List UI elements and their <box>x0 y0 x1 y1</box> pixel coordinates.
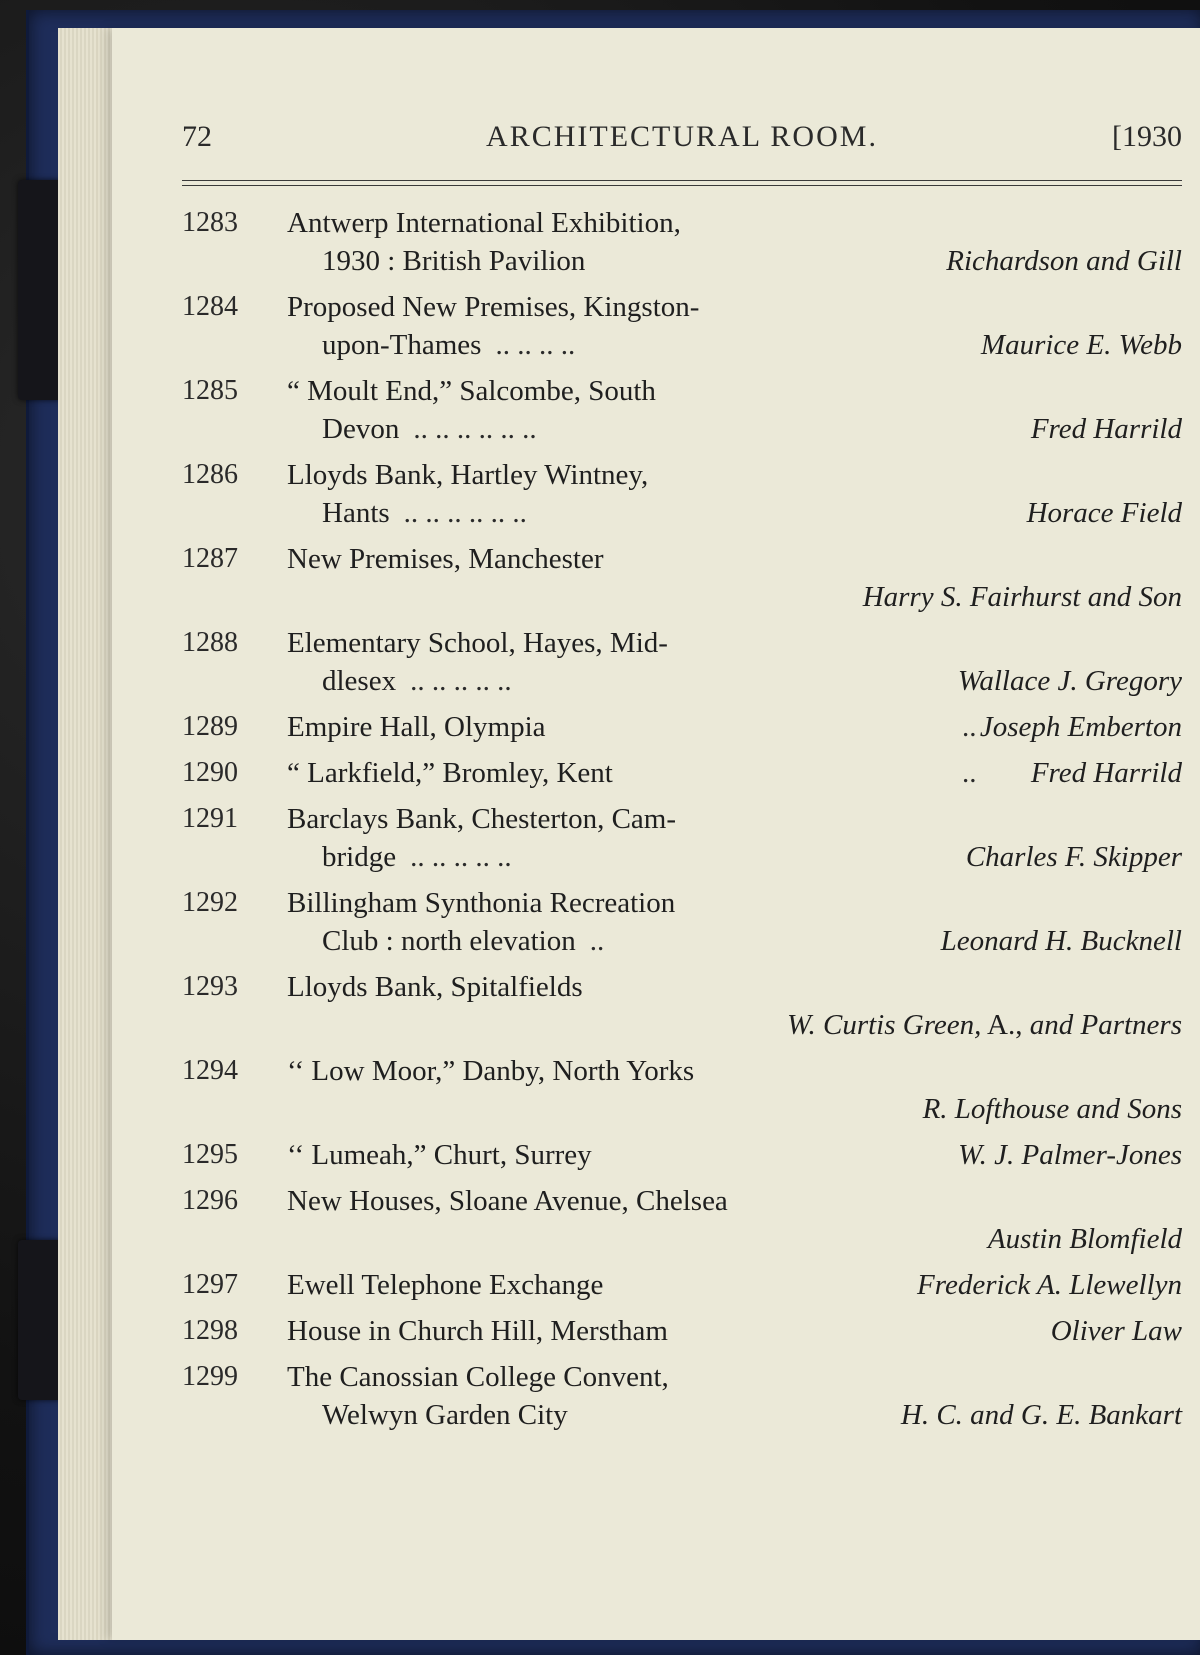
entry-line <box>182 754 1182 792</box>
leader-dots: .. .. .. .. .. <box>410 841 512 873</box>
entry-line <box>182 242 1182 280</box>
entry-line <box>182 884 1182 922</box>
entry-line <box>182 410 1182 448</box>
entry-number: 1295 <box>182 1139 238 1170</box>
architect-name <box>863 578 1182 616</box>
header-rule-top <box>182 180 1182 181</box>
architect-main: Horace Field <box>1026 497 1182 529</box>
entry-list <box>182 204 1182 1442</box>
catalogue-entry <box>182 1052 1182 1128</box>
leader-dots: .. .. .. .. .. <box>410 665 512 697</box>
entry-title: Ewell Telephone Exchange <box>287 1269 604 1301</box>
running-header <box>182 120 1182 170</box>
entry-title-continued <box>322 838 512 876</box>
entry-title-continued <box>322 410 537 448</box>
architect-name <box>1027 494 1182 532</box>
entry-title: Empire Hall, Olympia <box>287 711 546 743</box>
catalogue-entry <box>182 884 1182 960</box>
entry-title: Lloyds Bank, Spitalfields <box>287 971 583 1003</box>
catalogue-entry <box>182 372 1182 448</box>
entry-title: Antwerp International Exhibition, <box>287 207 681 239</box>
entry-number: 1290 <box>182 757 238 788</box>
entry-line <box>182 1006 1182 1044</box>
entry-title-continued <box>322 326 575 364</box>
architect-name <box>941 922 1182 960</box>
leader-dots: .. .. .. .. <box>495 329 576 361</box>
architect-name <box>787 1006 1182 1044</box>
architect-main: Fred Harrild <box>1030 757 1182 789</box>
catalogue-entry <box>182 456 1182 532</box>
entry-number: 1285 <box>182 375 238 406</box>
catalogue-entry <box>182 1182 1182 1258</box>
leader-dots: .. <box>589 925 605 957</box>
entry-title-text: upon-Thames <box>322 329 482 361</box>
entry-line <box>182 326 1182 364</box>
catalogue-entry <box>182 1266 1182 1304</box>
architect-main: H. C. and G. E. Bankart <box>900 1399 1182 1431</box>
architect-name <box>958 662 1182 700</box>
entry-line <box>182 708 1182 746</box>
entry-line <box>182 922 1182 960</box>
entry-line <box>182 1052 1182 1090</box>
architect-name <box>917 1266 1182 1304</box>
catalogue-page <box>112 28 1200 1640</box>
entry-line <box>182 968 1182 1006</box>
entry-number: 1294 <box>182 1055 238 1086</box>
catalogue-entry <box>182 204 1182 280</box>
entry-title: New Houses, Sloane Avenue, Chelsea <box>287 1185 728 1217</box>
entry-number: 1288 <box>182 627 238 658</box>
entry-line <box>182 578 1182 616</box>
entry-title-text: bridge <box>322 841 397 873</box>
entry-title: House in Church Hill, Merstham <box>287 1315 668 1347</box>
entry-line <box>182 1090 1182 1128</box>
entry-number: 1296 <box>182 1185 238 1216</box>
entry-title-text: Welwyn Garden City <box>322 1399 568 1431</box>
entry-title: Billingham Synthonia Recreation <box>287 887 676 919</box>
entry-number: 1298 <box>182 1315 238 1346</box>
architect-name <box>981 326 1182 364</box>
entry-title: “ Moult End,” Salcombe, South <box>287 375 656 407</box>
entry-number: 1297 <box>182 1269 238 1300</box>
architect-main: Harry S. Fairhurst and Son <box>862 581 1182 613</box>
entry-line <box>182 662 1182 700</box>
leader-dots: .. .. .. .. .. .. <box>413 413 537 445</box>
architect-main: W. Curtis Green, <box>786 1009 982 1041</box>
entry-title-continued <box>322 242 585 280</box>
entry-number: 1289 <box>182 711 238 742</box>
entry-line <box>182 1266 1182 1304</box>
entry-title: “ Larkfield,” Bromley, Kent <box>287 757 613 789</box>
entry-line <box>182 372 1182 410</box>
entry-line <box>182 1220 1182 1258</box>
architect-name <box>958 1136 1182 1174</box>
architect-end: and Partners <box>1022 1009 1182 1041</box>
architect-name <box>946 242 1182 280</box>
catalogue-entry <box>182 1312 1182 1350</box>
architect-main: Joseph Emberton <box>979 711 1182 743</box>
entry-title-continued <box>322 494 527 532</box>
catalogue-entry <box>182 800 1182 876</box>
entry-number: 1286 <box>182 459 238 490</box>
entry-line <box>182 800 1182 838</box>
catalogue-entry <box>182 540 1182 616</box>
architect-name <box>1031 410 1182 448</box>
entry-line <box>182 540 1182 578</box>
entry-title-continued <box>322 662 512 700</box>
architect-honour: A., <box>981 1009 1023 1041</box>
entry-number: 1293 <box>182 971 238 1002</box>
architect-name <box>988 1220 1182 1258</box>
entry-number: 1299 <box>182 1361 238 1392</box>
architect-name <box>1051 1312 1182 1350</box>
entry-line <box>182 1396 1182 1434</box>
entry-line <box>182 288 1182 326</box>
entry-line <box>182 494 1182 532</box>
entry-line <box>182 1136 1182 1174</box>
architect-name <box>980 708 1182 746</box>
entry-line <box>182 1182 1182 1220</box>
entry-title-text: 1930 : British Pavilion <box>322 245 586 277</box>
entry-line <box>182 1312 1182 1350</box>
entry-line <box>182 624 1182 662</box>
architect-main: Leonard H. Bucknell <box>940 925 1182 957</box>
architect-main: Fred Harrild <box>1030 413 1182 445</box>
entry-title: ‘‘ Low Moor,” Danby, North Yorks <box>287 1055 695 1087</box>
entry-line <box>182 1358 1182 1396</box>
leader-dots: .. <box>962 711 977 743</box>
architect-main: Frederick A. Llewellyn <box>917 1269 1182 1301</box>
leader-dots: .. .. .. .. .. .. <box>403 497 527 529</box>
architect-main: R. Lofthouse and Sons <box>922 1093 1182 1125</box>
entry-title: Proposed New Premises, Kingston- <box>287 291 700 323</box>
architect-name <box>901 1396 1182 1434</box>
catalogue-entry <box>182 1136 1182 1174</box>
architect-main: W. J. Palmer-Jones <box>958 1139 1182 1171</box>
architect-main: Wallace J. Gregory <box>957 665 1182 697</box>
architect-main: Austin Blomfield <box>987 1223 1182 1255</box>
entry-title: New Premises, Manchester <box>287 543 604 575</box>
catalogue-entry <box>182 1358 1182 1434</box>
entry-title-text: dlesex <box>322 665 397 697</box>
page-number: 72 <box>182 120 212 153</box>
entry-title-text: Hants <box>322 497 390 529</box>
book-strap-top <box>18 180 62 400</box>
catalogue-entry <box>182 288 1182 364</box>
header-year: [1930 <box>1112 120 1182 153</box>
entry-title: Barclays Bank, Chesterton, Cam- <box>287 803 676 835</box>
catalogue-entry <box>182 624 1182 700</box>
architect-main: Richardson and Gill <box>946 245 1182 277</box>
entry-number: 1284 <box>182 291 238 322</box>
entry-number: 1283 <box>182 207 238 238</box>
architect-name <box>966 838 1182 876</box>
entry-title-text: Devon <box>322 413 400 445</box>
book-strap-bottom <box>18 1240 62 1400</box>
architect-main: Charles F. Skipper <box>965 841 1182 873</box>
page-title: ARCHITECTURAL ROOM. <box>486 120 878 153</box>
architect-main: Maurice E. Webb <box>980 329 1182 361</box>
entry-line <box>182 838 1182 876</box>
leader-dots: .. <box>962 757 977 789</box>
entry-title: ‘‘ Lumeah,” Churt, Surrey <box>287 1139 592 1171</box>
entry-title: Lloyds Bank, Hartley Wintney, <box>287 459 649 491</box>
entry-line <box>182 204 1182 242</box>
entry-number: 1291 <box>182 803 238 834</box>
architect-name <box>1031 754 1182 792</box>
catalogue-entry <box>182 754 1182 792</box>
entry-title: The Canossian College Convent, <box>287 1361 669 1393</box>
entry-title: Elementary School, Hayes, Mid- <box>287 627 668 659</box>
architect-name <box>923 1090 1182 1128</box>
entry-number: 1287 <box>182 543 238 574</box>
entry-title-continued <box>322 922 604 960</box>
architect-main: Oliver Law <box>1050 1315 1182 1347</box>
catalogue-entry <box>182 708 1182 746</box>
catalogue-entry <box>182 968 1182 1044</box>
entry-line <box>182 456 1182 494</box>
header-rule-bottom <box>182 185 1182 186</box>
entry-number: 1292 <box>182 887 238 918</box>
entry-title-text: Club : north elevation <box>322 925 576 957</box>
entry-title-continued <box>322 1396 568 1434</box>
